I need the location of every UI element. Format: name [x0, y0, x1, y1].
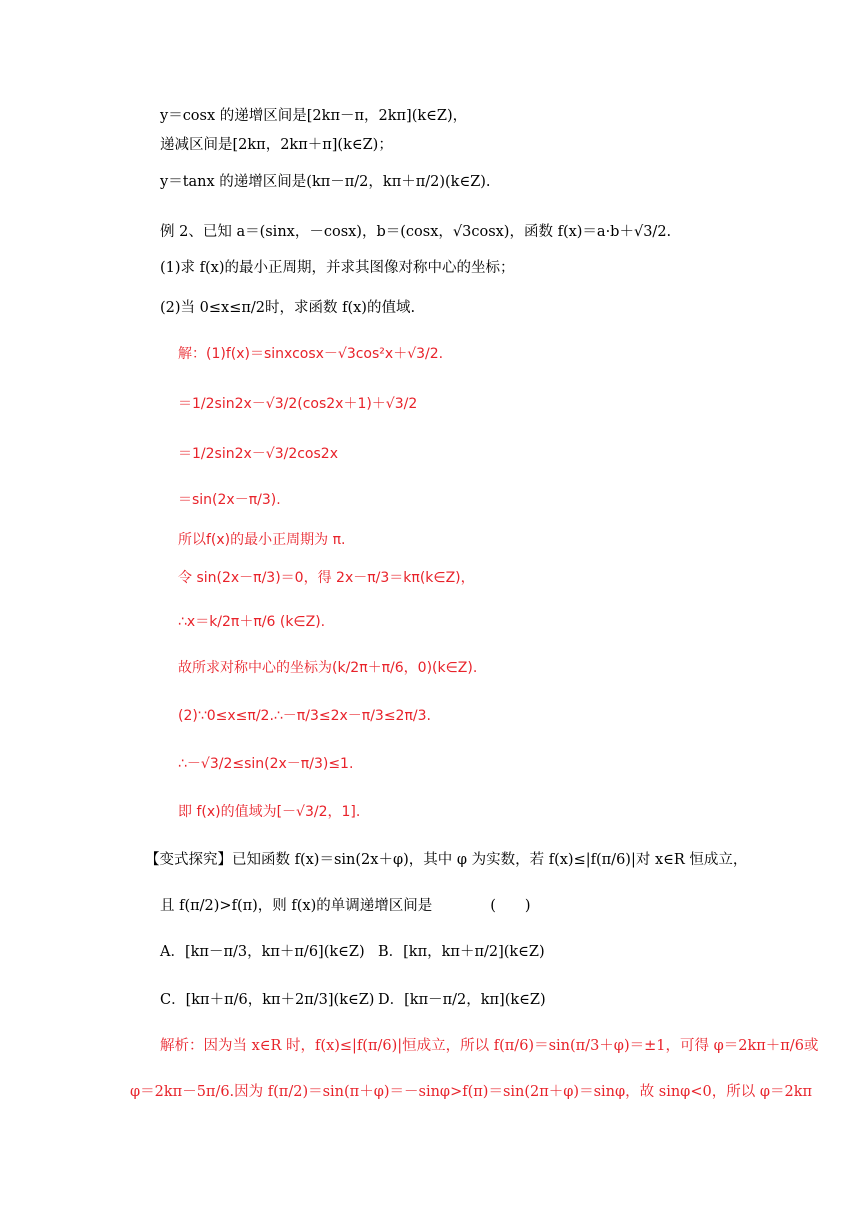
solution-line: ＝1/2sin2x－√3/2cos2x: [178, 446, 338, 462]
example-question: (2)当 0≤x≤π/2时，求函数 f(x)的值域.: [160, 300, 416, 316]
solution-line: 所以f(x)的最小正周期为 π.: [178, 532, 346, 548]
solution-line: 即 f(x)的值域为[－√3/2，1].: [178, 804, 361, 820]
option-c: C．[kπ＋π/6，kπ＋2π/3](k∈Z): [160, 992, 375, 1008]
analysis-line: 解析：因为当 x∈R 时，f(x)≤|f(π/6)|恒成立，所以 f(π/6)＝sin(π/3＋φ)＝±1，可得 φ＝2kπ＋π/6或: [160, 1038, 819, 1054]
solution-line: 故所求对称中心的坐标为(k/2π＋π/6，0)(k∈Z).: [178, 660, 478, 676]
solution-line: 令 sin(2x－π/3)＝0，得 2x－π/3＝kπ(k∈Z)，: [178, 570, 475, 586]
example-question: (1)求 f(x)的最小正周期，并求其图像对称中心的坐标；: [160, 260, 515, 276]
example-statement: 例 2、已知 a＝(sinx，－cosx)，b＝(cosx，√3cosx)，函数 f(x)＝a·b＋√3/2.: [160, 224, 672, 240]
solution-line: ∴－√3/2≤sin(2x－π/3)≤1.: [178, 756, 354, 772]
note-line: y＝cosx 的递增区间是[2kπ－π，2kπ](k∈Z)，: [160, 108, 468, 124]
option-b: B．[kπ，kπ＋π/2](k∈Z): [378, 944, 545, 960]
solution-line: ＝sin(2x－π/3).: [178, 492, 281, 508]
variant-question: 【变式探究】已知函数 f(x)＝sin(2x＋φ)，其中 φ 为实数，若 f(x)≤|f(π/6)|对 x∈R 恒成立，: [145, 852, 748, 868]
analysis-line: φ＝2kπ－5π/6.因为 f(π/2)＝sin(π＋φ)＝－sinφ>f(π)＝sin(2π＋φ)＝sinφ，故 sinφ<0，所以 φ＝2kπ: [130, 1084, 813, 1100]
option-d: D．[kπ－π/2，kπ](k∈Z): [378, 992, 546, 1008]
solution-line: (2)∵0≤x≤π/2.∴－π/3≤2x－π/3≤2π/3.: [178, 708, 431, 724]
note-line: 递减区间是[2kπ，2kπ＋π](k∈Z)；: [160, 137, 393, 153]
option-a: A．[kπ－π/3，kπ＋π/6](k∈Z): [160, 944, 365, 960]
solution-line: 解：(1)f(x)＝sinxcosx－√3cos²x＋√3/2.: [178, 346, 444, 362]
variant-question: 且 f(π/2)>f(π)，则 f(x)的单调递增区间是 ( ): [160, 898, 531, 914]
solution-line: ∴x＝k/2π＋π/6 (k∈Z).: [178, 614, 326, 630]
solution-line: ＝1/2sin2x－√3/2(cos2x＋1)＋√3/2: [178, 396, 418, 412]
note-line: y＝tanx 的递增区间是(kπ－π/2，kπ＋π/2)(k∈Z).: [160, 174, 491, 190]
